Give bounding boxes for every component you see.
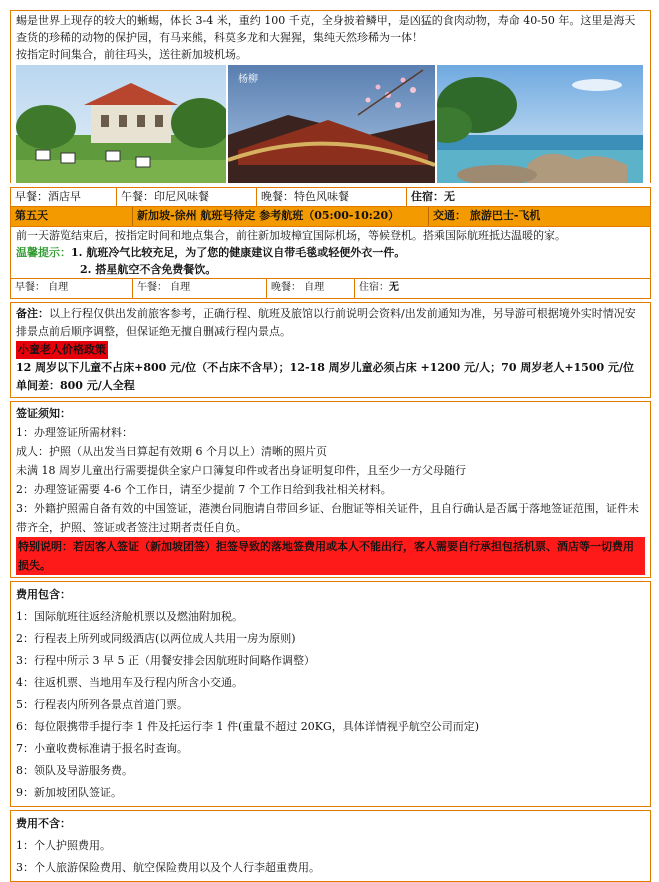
visa-line: 2：办理签证需要 4-6 个工作日，请至少提前 7 个工作日给到我社相关材料。 [16, 483, 392, 496]
day5-tip-2: 2. 搭星航空不含免费餐饮。 [80, 263, 217, 276]
photo-strip [16, 65, 645, 183]
stay-cell: 住宿：无 [359, 282, 399, 293]
breakfast-cell: 早餐：酒店早 [11, 188, 117, 206]
stay-value: 无 [444, 190, 455, 203]
intro-assembly-note: 按指定时间集合，前往玛头，送往新加坡机场。 [16, 48, 247, 61]
excluded-item: 1：个人护照费用。 [16, 839, 111, 852]
breakfast-cell: 早餐： 自理 [11, 279, 133, 298]
included-item: 6：每位限携带手提行李 1 件及托运行李 1 件(重量不超过 20KG，具体详情视乎航空公司而定) [16, 720, 480, 733]
dinner-cell: 晚餐：特色风味餐 [257, 188, 407, 206]
included-item: 2：行程表上所列或同级酒店(以两位成人共用一房为原则) [16, 632, 296, 645]
visa-line: 成人：护照（从出发当日算起有效期 6 个月以上）清晰的照片页 [16, 445, 327, 458]
included-item: 8：领队及导游服务费。 [16, 764, 133, 777]
visa-title: 签证须知： [16, 407, 71, 420]
included-item: 5：行程表内所列各景点首道门票。 [16, 698, 188, 711]
photo-caption: 杨柳 [238, 74, 258, 85]
included-item: 9：新加坡团队签证。 [16, 786, 122, 799]
day-route: 新加坡-徐州 航班号待定 参考航班（05:00-10:20） [133, 207, 429, 226]
intro-section [10, 10, 651, 183]
visa-line: 3：外籍护照需自备有效的中国签证，港澳台同胞请自带回乡证、台胞证等相关证件，且自行确认是否属于落地签证范围，证件未带齐全，护照、签证或者签注过期者责任自负。 [16, 502, 639, 534]
included-section [10, 581, 651, 807]
included-item: 3：行程中所示 3 早 5 正（用餐安排会因航班时间略作调整） [16, 654, 315, 667]
intro-paragraph: 蜴是世界上现存的较大的蜥蜴，体长 3-4 米，重约 100 千克，全身披着鳞甲，是凶猛的食肉动物，寿命 40-50 年。这里是海天查货的珍稀的动物的保护园，有马来熊，科莫多龙和大猩猩，集纯天然珍稀为一体！ [16, 14, 636, 44]
visa-line: 1：办理签证所需材料： [16, 426, 133, 439]
stay-cell [407, 188, 650, 206]
lunch-cell: 午餐： 自理 [133, 279, 267, 298]
included-item: 1：国际航班往返经济舱机票以及燃油附加税。 [16, 610, 243, 623]
child-senior-policy-title: 小童老人价格政策 [16, 341, 108, 359]
notes-text: 备注：以上行程仅供出发前旅客参考，正确行程、航班及旅馆以行前说明会资料/出发前通知为准，另导游可根据境外实时情况安排景点前后顺序调整，但保证绝无擅自删减行程内景点。 [16, 307, 636, 338]
excluded-title: 费用不含： [16, 817, 71, 830]
policy-line-2: 单间差：800 元/人全程 [16, 379, 135, 392]
itinerary-page [10, 10, 651, 882]
included-title: 费用包含： [16, 588, 71, 601]
excluded-section [10, 810, 651, 882]
visa-section [10, 401, 651, 578]
day5-meals-row [10, 279, 651, 299]
dinner-cell: 晚餐： 自理 [267, 279, 355, 298]
excluded-item: 3：个人旅游保险费用、航空保险费用以及个人行李超重费用。 [16, 861, 320, 874]
day5-header [10, 207, 651, 227]
day4-meals-row [10, 187, 651, 207]
day5-tip-1: 温馨提示：1. 航班冷气比较充足，为了您的健康建议自带毛毯或轻便外衣一件。 [16, 246, 406, 259]
day-number: 第五天 [11, 207, 133, 226]
tip-label: 温馨提示： [16, 246, 71, 259]
visa-special-note: 特别说明：若因客人签证（新加坡团签）拒签导致的落地签费用或本人不能出行，客人需要自行承担包括机票、酒店等一切费用损失。 [16, 537, 645, 575]
day-transport: 交通： 旅游巴士-飞机 [433, 209, 541, 222]
temple-roof-photo [228, 65, 435, 183]
day5-details [10, 227, 651, 279]
resort-photo [16, 65, 226, 183]
notes-section [10, 302, 651, 398]
included-item: 7：小童收费标准请于报名时查询。 [16, 742, 188, 755]
lunch-cell: 午餐：印尼风味餐 [117, 188, 257, 206]
coast-photo [437, 65, 643, 183]
policy-line-1: 12 周岁以下儿童不占床+800 元/位（不占床不含早）；12-18 周岁儿童必须占床 +1200 元/人；70 周岁老人+1500 元/位 [16, 361, 634, 374]
included-item: 4：往返机票、当地用车及行程内所含小交通。 [16, 676, 243, 689]
stay-label: 住宿： [411, 190, 444, 203]
visa-line: 未满 18 周岁儿童出行需要提供全家户口簿复印件或者出身证明复印件，且至少一方父母随行 [16, 464, 466, 477]
day5-description: 前一天游览结束后，按指定时间和地点集合，前往新加坡樟宜国际机场，等候登机。搭乘国际航班抵达温暖的家。 [16, 229, 566, 242]
